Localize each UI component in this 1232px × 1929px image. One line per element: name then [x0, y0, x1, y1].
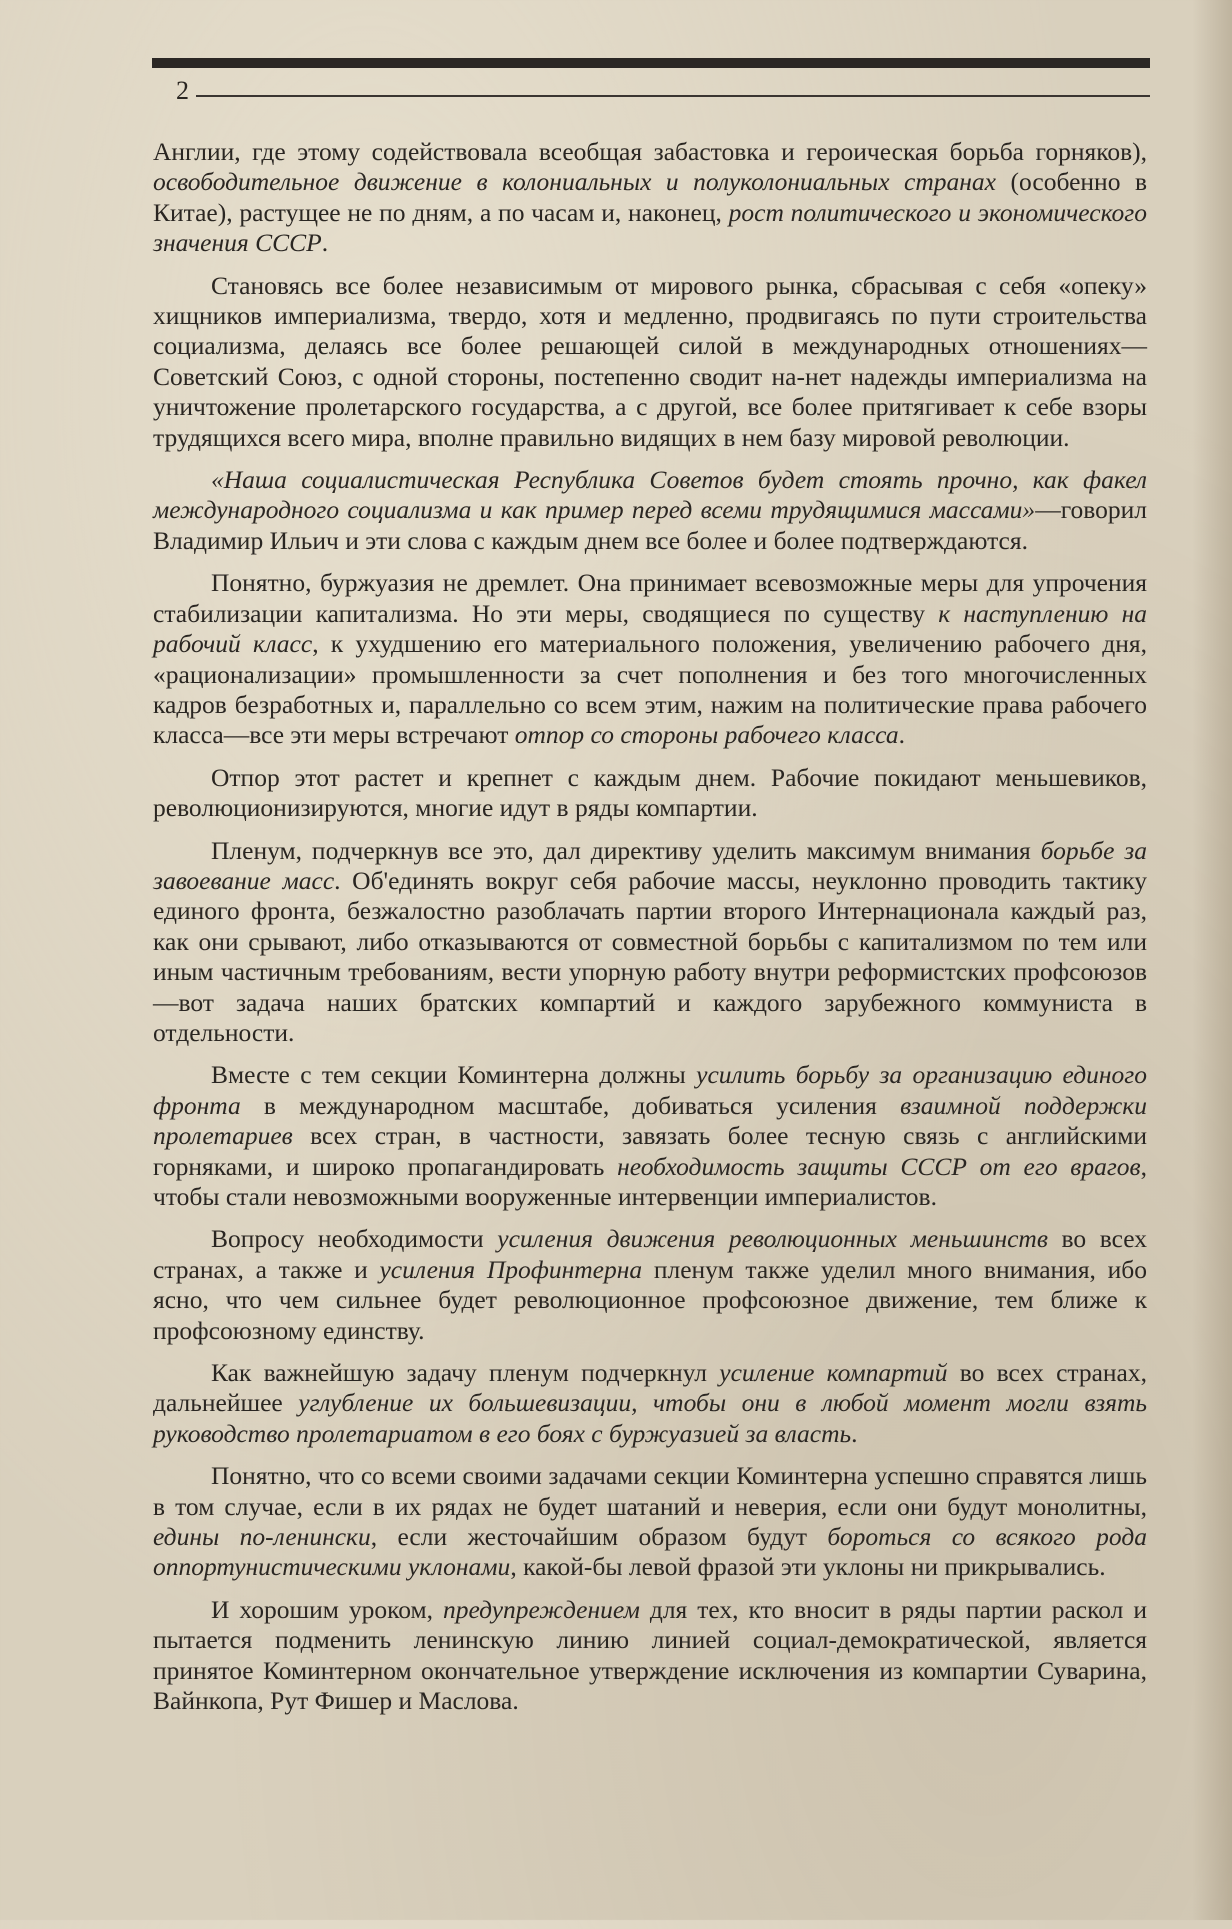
emphasis-text: борьбе за завоевание масс — [153, 835, 1147, 895]
paragraph — [153, 1358, 1147, 1449]
paragraph — [153, 465, 1147, 556]
text-run: всех стран, в частности, завязать более тесную связь с английскими горняками, и широко пропагандировать — [153, 1121, 1147, 1181]
text-run: . — [321, 228, 329, 258]
text-run: во всех странах, дальнейшее — [153, 1358, 1148, 1418]
emphasis-text: рост политического и экономического значения СССР — [153, 197, 1147, 258]
text-run: для тех, кто вносит в ряды партии раскол и пытается подменить ленинскую линию линией социал-демократической, является принятое Коминтерном окончательное утверждение исключения из компартии Суварина, Вайнкопа, Рут Фишер и Маслова. — [153, 1594, 1147, 1716]
text-run: Становясь все более независимым от мирового рынка, сбрасывая с себя «опеку» хищников империализма, твердо, хотя и медленно, продвигаясь по пути строительства социализма, делаясь все более решающей силой в международных отношениях—Советский Союз, с одной стороны, постепенно сводит на-нет надежды империализма на уничтожение пролетарского государства, а с другой, все более притягивает к себе взоры трудящихся всего мира, вполне правильно видящих в нем базу мировой революции. — [153, 270, 1147, 452]
text-run: —говорил Владимир Ильич и эти слова с каждым днем все более и более подтверждаются. — [153, 495, 1147, 555]
emphasis-text: отпор со стороны рабочего класса — [514, 720, 899, 750]
text-run: пленум также уделил много внимания, ибо ясно, что чем сильнее будет революционное профсоюзное движение, тем ближе к профсоюзному единству. — [153, 1254, 1147, 1345]
text-run: , к ухудшению его материального положения, увеличению рабочего дня, «рационализации» промышленности за счет пополнения и без того многочисленных кадров безработных и, параллельно со всем этим, нажим на политические права рабочего класса—все эти меры встречают — [153, 629, 1148, 750]
text-run: в международном масштабе, добиваться усиления — [240, 1090, 901, 1120]
body-text — [153, 137, 1147, 1729]
emphasis-text: «Наша социалистическая Республика Советов будет стоять прочно, как факел международного социализма и как пример перед всеми трудящимися массами» — [153, 465, 1147, 525]
text-run: . — [851, 1418, 858, 1448]
text-run: И хорошим уроком, — [211, 1594, 443, 1624]
paragraph — [153, 763, 1147, 824]
emphasis-text: усиления движения революционных меньшинств — [497, 1224, 1048, 1254]
text-run: во всех странах, а также и — [153, 1224, 1147, 1284]
paragraph — [153, 568, 1147, 750]
text-run: Вместе с тем секции Коминтерна должны — [211, 1060, 697, 1090]
emphasis-text: к наступлению на рабочий класс — [153, 598, 1147, 659]
emphasis-text: необходимость защиты СССР от его врагов — [617, 1151, 1141, 1181]
page-number: 2 — [176, 76, 189, 105]
text-run: Как важнейшую задачу пленум подчеркнул — [211, 1358, 720, 1388]
text-run: Пленум, подчеркнув все это, дал директиву уделить максимум внимания — [211, 835, 1041, 865]
header-thick-rule — [152, 58, 1150, 68]
paragraph — [153, 1060, 1147, 1212]
emphasis-text: усиления Профинтерна — [379, 1254, 643, 1284]
header-thin-rule — [196, 95, 1150, 97]
emphasis-text: бороться со всякого рода оппортунистическими уклонами — [153, 1522, 1147, 1582]
page-edge-shadow — [1192, 0, 1232, 1920]
text-run: (особенно в Китае), растущее не по дням, а по часам и, наконец, — [153, 167, 1147, 227]
emphasis-text: предупреждением — [442, 1594, 640, 1624]
paragraph — [153, 271, 1147, 453]
text-run: , если жесточайшим образом будут — [370, 1522, 828, 1552]
text-run: . Об'единять вокруг себя рабочие массы, неуклонно проводить тактику единого фронта, безжалостно разоблачать партии второго Интернационала каждый раз, как они срывают, либо отказываются от совместной борьбы с капитализмом по тем или иным частичным требованиям, вести упорную работу внутри реформистских профсоюзов—вот задача наших братских компартий и каждого зарубежного коммуниста в отдельности. — [153, 865, 1148, 1047]
text-run: Вопросу необходимости — [211, 1224, 498, 1254]
text-run: Англии, где этому содействовала всеобщая забастовка и героическая борьба горняков), — [153, 137, 1147, 166]
paragraph — [153, 836, 1147, 1049]
text-run: . — [898, 720, 905, 750]
text-run: Понятно, буржуазия не дремлет. Она принимает всевозможные меры для упрочения стабилизации капитализма. Но эти меры, сводящиеся по существу — [153, 568, 1147, 628]
emphasis-text: усиление компартий — [719, 1358, 948, 1388]
paragraph — [153, 137, 1147, 259]
text-run: , какой-бы левой фразой эти уклоны ни прикрывались. — [510, 1552, 1106, 1582]
emphasis-text: усилить борьбу за организацию единого фронта — [153, 1060, 1147, 1120]
paragraph — [153, 1224, 1147, 1346]
emphasis-text: едины по-ленински — [153, 1522, 371, 1552]
emphasis-text: освободительное движение в колониальных и полуколониальных странах — [153, 167, 996, 197]
emphasis-text: взаимной поддержки пролетариев — [153, 1090, 1147, 1151]
emphasis-text: , чтобы они в любой момент могли взять руководство пролетариатом в его боях с буржуазией за власть — [153, 1388, 1148, 1448]
text-run: Отпор этот растет и крепнет с каждым днем. Рабочие покидают меньшевиков, революционизируются, многие идут в ряды компартии. — [153, 762, 1147, 823]
text-run: , чтобы стали невозможными вооруженные интервенции империалистов. — [153, 1151, 1147, 1211]
text-run: Понятно, что со всеми своими задачами секции Коминтерна успешно справятся лишь в том случае, если в их рядах не будет шатаний и неверия, если они будут монолитны, — [153, 1461, 1147, 1521]
emphasis-text: углубление их большевизации — [298, 1388, 632, 1418]
